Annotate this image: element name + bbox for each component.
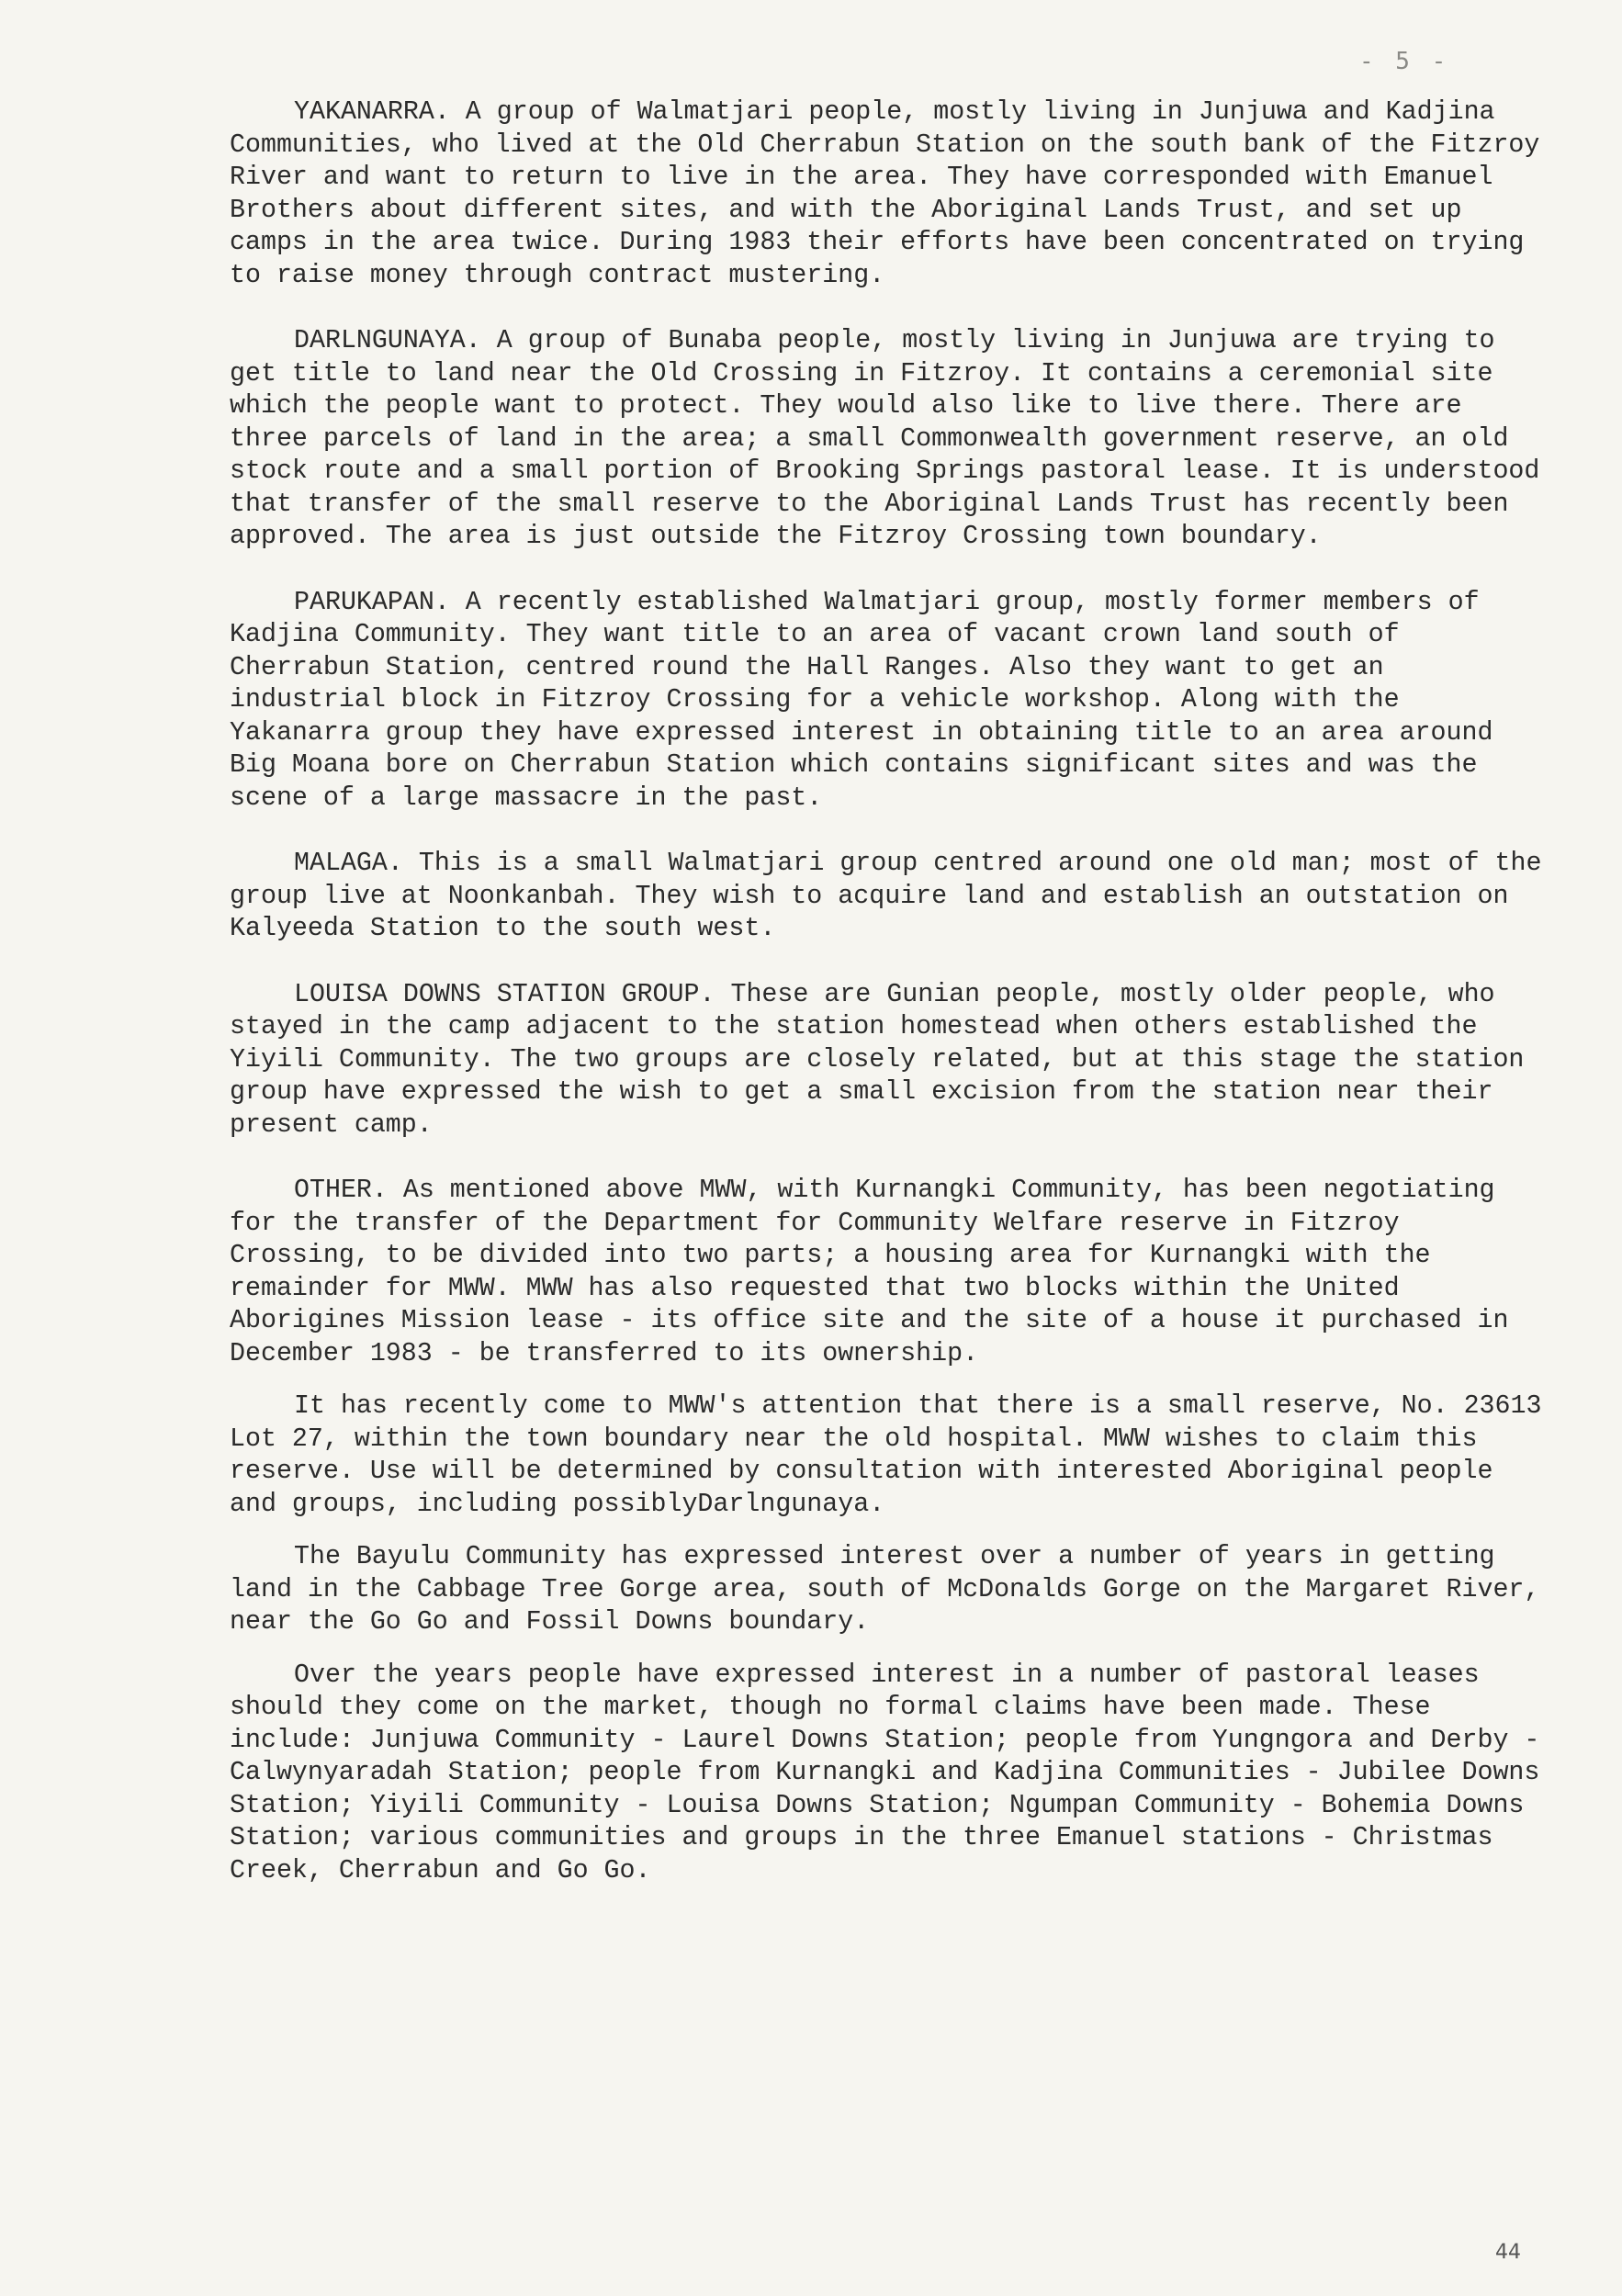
paragraph-pastoral-leases: Over the years people have expressed interest in a number of pastoral leases should they come on the market, though no formal claims have been made. These include: Junjuwa Community - Laurel Downs Station; people from Yungngora and Derby - Calwynyaradah Station; people from Kurnangki and Kadjina Communities - Jubilee Downs Station; Yiyili Community - Louisa Downs Station; Ngumpan Community - Bohemia Downs Station; various communities and groups in the three Emanuel stations - Christmas Creek, Cherrabun and Go Go.	[230, 1660, 1540, 1885]
paragraph-darlngunaya: DARLNGUNAYA. A group of Bunaba people, mostly living in Junjuwa are trying to get title to land near the Old Crossing in Fitzroy. It contains a ceremonial site which the people want to protect. They would also like to live there. There are three parcels of land in the area; a small Commonwealth government reserve, an old stock route and a small portion of Brooking Springs pastoral lease. It is understood that transfer of the small reserve to the Aboriginal Lands Trust has recently been approved. The area is just outside the Fitzroy Crossing town boundary.	[230, 326, 1540, 551]
paragraph-louisa-downs: LOUISA DOWNS STATION GROUP. These are Gunian people, mostly older people, who stayed in the camp adjacent to the station homestead when others established the Yiyili Community. The two groups are closely related, but at this stage the station group have expressed the wish to get a small excision from the station near their present camp.	[230, 979, 1525, 1140]
page-mark: 44	[1495, 2241, 1521, 2264]
paragraph-other: OTHER. As mentioned above MWW, with Kurnangki Community, has been negotiating for the transfer of the Department for Community Welfare reserve in Fitzroy Crossing, to be divided into two parts; a housing area for Kurnangki with the remainder for MWW. MWW has also requested that two blocks within the United Aborigines Mission lease - its office site and the site of a house it purchased in December 1983 - be transferred to its ownership.	[230, 1176, 1509, 1368]
paragraph-malaga: MALAGA. This is a small Walmatjari group centred around one old man; most of the group live at Noonkanbah. They wish to acquire land and establish an outstation on Kalyeeda Station to the south west.	[230, 849, 1542, 943]
paragraph-small-reserve: It has recently come to MWW's attention that there is a small reserve, No. 23613 Lot 27, within the town boundary near the old hospital. MWW wishes to claim this reserve. Use will be determined by consultation with interested Aboriginal people and groups, including possiblyDarlngunaya.	[230, 1391, 1542, 1519]
document-body	[230, 96, 1552, 1908]
paragraph-bayulu: The Bayulu Community has expressed interest over a number of years in getting land in the Cabbage Tree Gorge area, south of McDonalds Gorge on the Margaret River, near the Go Go and Fossil Downs boundary.	[230, 1542, 1540, 1637]
paragraph-yakanarra: YAKANARRA. A group of Walmatjari people, mostly living in Junjuwa and Kadjina Communities, who lived at the Old Cherrabun Station on the south bank of the Fitzroy River and want to return to live in the area. They have corresponded with Emanuel Brothers about different sites, and with the Aboriginal Lands Trust, and set up camps in the area twice. During 1983 their efforts have been concentrated on trying to raise money through contract mustering.	[230, 97, 1540, 290]
page-number: - 5 -	[1359, 48, 1450, 75]
paragraph-parukapan: PARUKAPAN. A recently established Walmatjari group, mostly former members of Kadjina Community. They want title to an area of vacant crown land south of Cherrabun Station, centred round the Hall Ranges. Also they want to get an industrial block in Fitzroy Crossing for a vehicle workshop. Along with the Yakanarra group they have expressed interest in obtaining title to an area around Big Moana bore on Cherrabun Station which contains significant sites and was the scene of a large massacre in the past.	[230, 587, 1493, 813]
